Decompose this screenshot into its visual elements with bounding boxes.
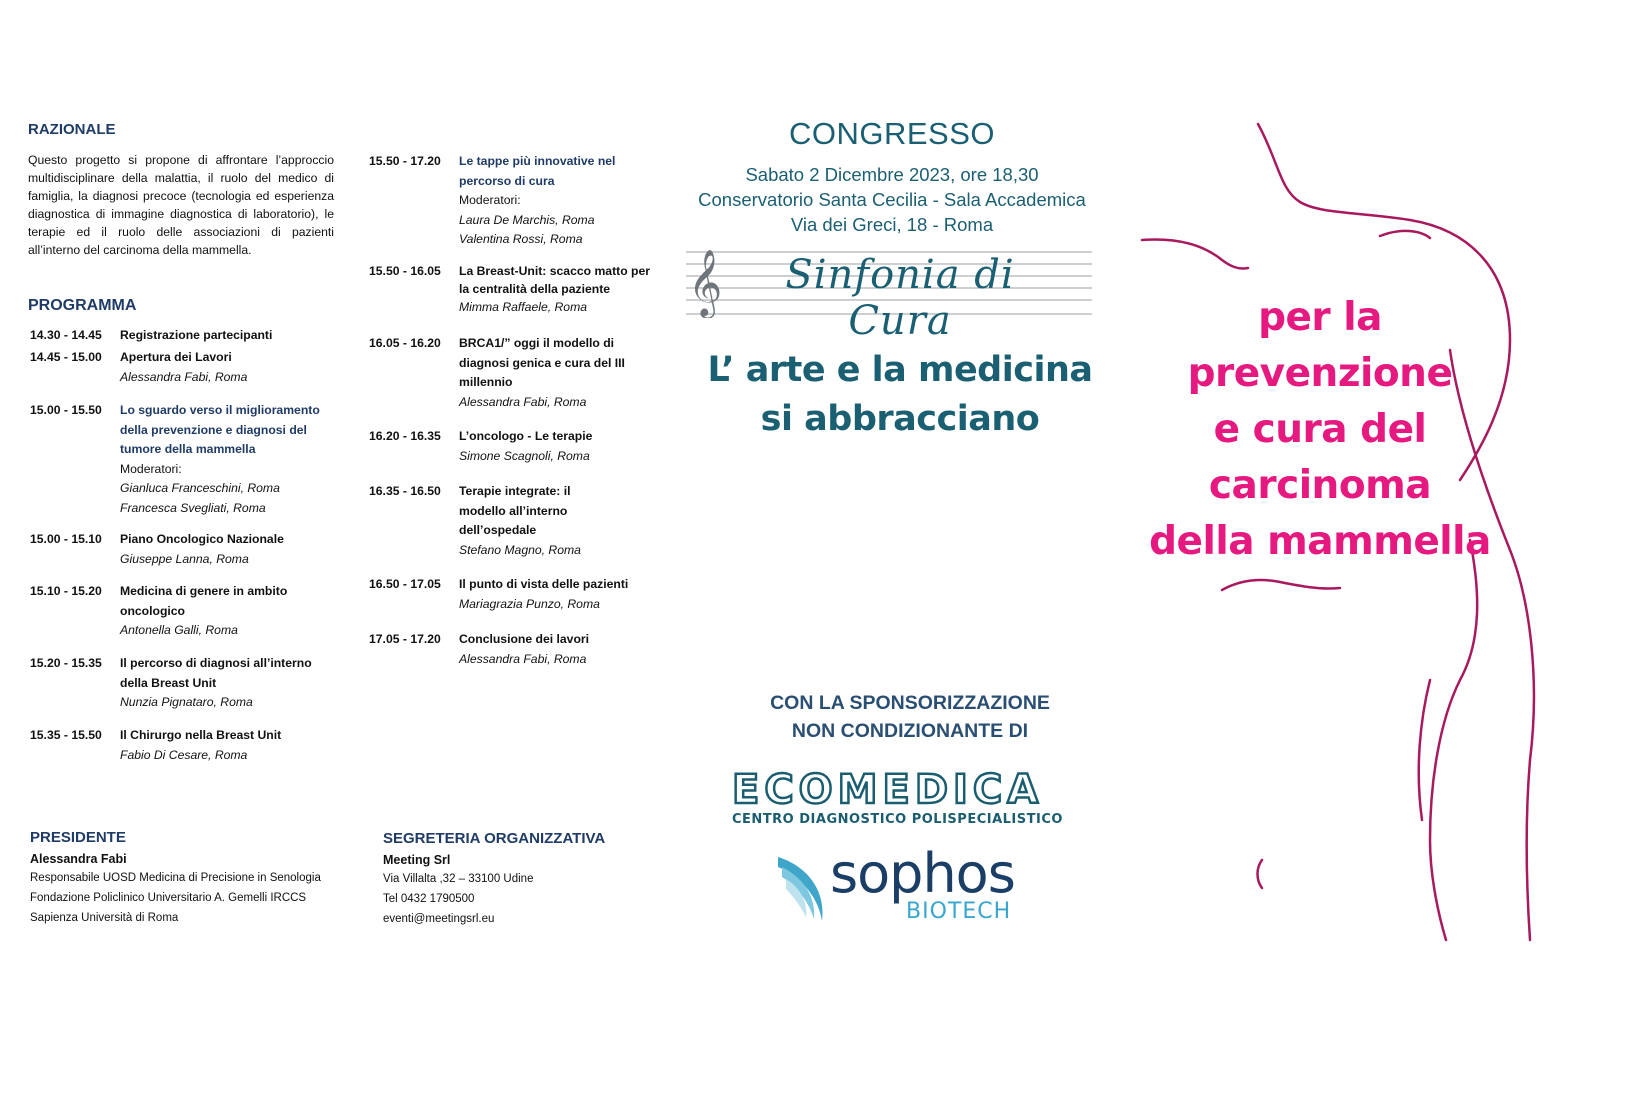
speaker: Antonella Galli, Roma	[120, 623, 238, 638]
art-tagline	[650, 346, 1150, 444]
rationale-text: Questo progetto si propone di affrontare l’approccio multidisciplinare della malattia, il ruolo del medico di famiglia, la diagnosi precoce (tecnologia ed esperienza diagnostica di immagine diagnostica di laboratorio), le terapie ed il ruolo delle associazioni di pazienti all’interno del carcinoma della mammella.	[28, 153, 334, 257]
speaker: Laura De Marchis, Roma	[459, 212, 595, 227]
congress-date: Sabato 2 Dicembre 2023, ore 18,30	[745, 164, 1039, 185]
program-time: 16.05 - 16.20	[369, 336, 441, 350]
headline-line: della mammella	[1149, 519, 1491, 564]
program-item	[369, 334, 669, 412]
program-time: 15.50 - 16.05	[369, 264, 441, 278]
moderators-label: Moderatori:	[459, 193, 521, 208]
headline-line: e cura del	[1213, 407, 1427, 452]
speaker: Simone Scagnoli, Roma	[459, 448, 590, 463]
program-item-title: Registrazione partecipanti	[120, 328, 273, 342]
program-item-title: Lo sguardo verso il miglioramento della prevenzione e diagnosi del tumore della mammella	[120, 403, 320, 457]
art-line: L’ arte e la medicina	[707, 350, 1093, 390]
secretariat-line: Tel 0432 1790500	[383, 893, 475, 905]
ecomedica-subtitle: CENTRO DIAGNOSTICO POLISPECIALISTICO	[732, 812, 1063, 827]
program-time: 15.20 - 15.35	[30, 656, 102, 670]
speaker: Mimma Raffaele, Roma	[459, 300, 588, 314]
program-item	[369, 630, 669, 669]
congress-venue: Conservatorio Santa Cecilia - Sala Accademica	[698, 189, 1086, 210]
program-item	[369, 575, 669, 614]
speaker: Gianluca Franceschini, Roma	[120, 481, 280, 496]
congress-title: CONGRESSO	[788, 116, 996, 151]
program-item-title: Il punto di vista delle pazienti	[459, 577, 629, 591]
speaker: Francesca Svegliati, Roma	[120, 500, 266, 515]
speaker: Fabio Di Cesare, Roma	[120, 747, 248, 762]
sponsor-text	[700, 689, 1120, 745]
headline-line: per la prevenzione	[1187, 295, 1453, 396]
program-item	[369, 152, 669, 250]
program-item	[30, 726, 350, 765]
program-item-title: Il percorso di diagnosi all’interno della Breast Unit	[120, 656, 312, 690]
program-time: 16.50 - 17.05	[369, 577, 441, 591]
sophos-subtitle: BIOTECH	[906, 899, 1012, 924]
secretariat-block	[383, 830, 605, 929]
program-time: 15.35 - 15.50	[30, 728, 102, 742]
headline-line: carcinoma	[1208, 463, 1432, 508]
program-item	[369, 427, 669, 466]
program-item	[30, 582, 350, 641]
program-time: 14.30 - 14.45	[30, 328, 102, 342]
script-title: Sinfonia di Cura	[785, 252, 1015, 344]
program-item	[30, 401, 330, 519]
program-item	[369, 482, 669, 560]
sophos-logo	[830, 842, 1015, 924]
program-time: 15.00 - 15.50	[30, 403, 102, 417]
ecomedica-wordmark: ECOMEDICA	[732, 767, 1044, 813]
program-item	[30, 530, 350, 569]
treble-clef-icon: 𝄞	[688, 248, 723, 316]
speaker: Mariagrazia Punzo, Roma	[459, 596, 600, 611]
program-time: 16.35 - 16.50	[369, 484, 441, 498]
program-title: PROGRAMMA	[28, 297, 137, 314]
program-time: 17.05 - 17.20	[369, 632, 441, 646]
program-item	[30, 348, 350, 387]
program-item-title: Le tappe più innovative nel percorso di cura	[459, 154, 616, 188]
program-item-title: Piano Oncologico Nazionale	[120, 532, 284, 546]
art-line: si abbracciano	[760, 399, 1040, 439]
secretariat-name: Meeting Srl	[383, 853, 451, 867]
right-headline	[1130, 290, 1510, 570]
speaker: Nunzia Pignataro, Roma	[120, 695, 253, 710]
rationale-title: RAZIONALE	[28, 121, 116, 138]
president-line: Sapienza Università di Roma	[30, 912, 179, 924]
speaker: Valentina Rossi, Roma	[459, 232, 583, 247]
sophos-wordmark: sophos	[830, 842, 1015, 905]
program-item-title: BRCA1/” oggi il modello di diagnosi genica e cura del III millennio	[459, 336, 625, 390]
secretariat-line: Via Villalta ,32 – 33100 Udine	[383, 873, 534, 885]
president-line: Responsabile UOSD Medicina di Precisione in Senologia	[30, 872, 321, 884]
program-item-title: Apertura dei Lavori	[120, 350, 232, 364]
program-time: 14.45 - 15.00	[30, 350, 102, 364]
congress-info	[672, 162, 1112, 237]
program-item	[30, 326, 350, 346]
president-line: Fondazione Policlinico Universitario A. Gemelli IRCCS	[30, 892, 307, 904]
program-time: 15.50 - 17.20	[369, 154, 441, 168]
program-item-title: La Breast-Unit: scacco matto per la centralità della paziente	[459, 264, 650, 296]
speaker: Alessandra Fabi, Roma	[459, 394, 587, 409]
program-item-title: L’oncologo - Le terapie	[459, 429, 593, 443]
program-time: 16.20 - 16.35	[369, 429, 441, 443]
moderators-label: Moderatori:	[120, 461, 182, 476]
speaker: Giuseppe Lanna, Roma	[120, 551, 249, 566]
sponsor-line: CON LA SPONSORIZZAZIONE	[770, 692, 1050, 714]
secretariat-title: SEGRETERIA ORGANIZZATIVA	[383, 830, 606, 847]
speaker: Alessandra Fabi, Roma	[459, 651, 587, 666]
program-item-title: Medicina di genere in ambito oncologico	[120, 584, 288, 618]
ecomedica-logo	[732, 768, 1092, 827]
program-time: 15.10 - 15.20	[30, 584, 102, 598]
program-item-title: Terapie integrate: il modello all’interno dell’ospedale	[459, 484, 571, 538]
secretariat-email: eventi@meetingsrl.eu	[383, 913, 495, 925]
program-item-title: Il Chirurgo nella Breast Unit	[120, 728, 282, 742]
program-item	[369, 262, 669, 316]
sophos-swirl-icon	[776, 855, 836, 923]
president-block	[30, 829, 321, 928]
sponsor-line: NON CONDIZIONANTE DI	[791, 720, 1029, 742]
program-item	[30, 654, 350, 713]
president-name: Alessandra Fabi	[30, 852, 127, 866]
president-title: PRESIDENTE	[30, 829, 126, 846]
speaker: Alessandra Fabi, Roma	[120, 369, 248, 384]
speaker: Stefano Magno, Roma	[459, 542, 581, 557]
program-item-title: Conclusione dei lavori	[459, 632, 590, 646]
congress-address: Via dei Greci, 18 - Roma	[790, 214, 994, 235]
program-time: 15.00 - 15.10	[30, 532, 102, 546]
